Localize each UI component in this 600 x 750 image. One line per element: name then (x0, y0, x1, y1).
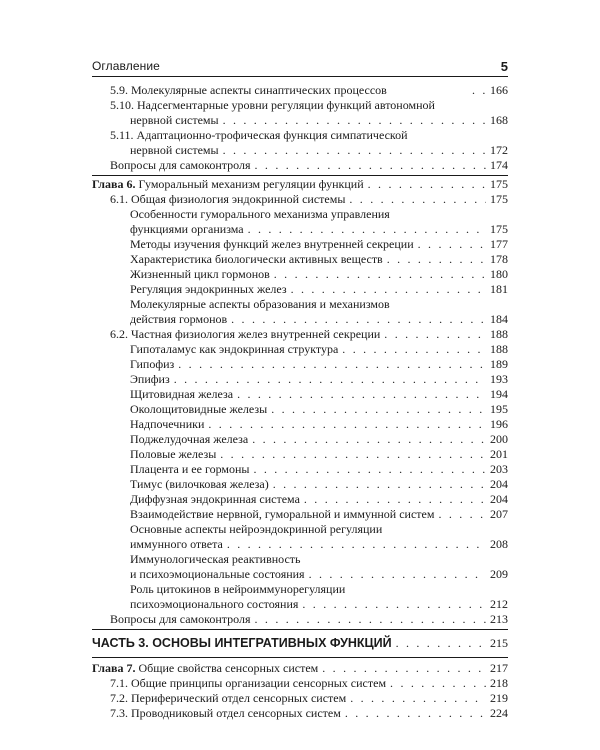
toc-entry-text: Щитовидная железа (130, 387, 234, 401)
toc-entry (92, 567, 508, 582)
toc-entry (92, 143, 508, 158)
toc-entry (92, 477, 508, 492)
toc-entry (92, 113, 508, 128)
chapter-title: Гуморальный механизм регуляции функций (138, 177, 364, 191)
toc-entry-page: 215 (490, 636, 508, 650)
leader-dots (396, 636, 486, 651)
toc-entry-text: Молекулярные аспекты образования и механизмов (130, 297, 390, 311)
toc-entry-text: действия гормонов (130, 312, 228, 326)
toc-entry-page: 184 (490, 312, 508, 326)
toc-entry-text: Гипоталамус как эндокринная структура (130, 342, 339, 356)
toc-entry-text: Жизненный цикл гормонов (130, 267, 270, 281)
toc-entry (92, 447, 508, 462)
leader-dots (418, 237, 486, 252)
leader-dots (220, 447, 486, 462)
toc-entry (92, 492, 508, 507)
leader-dots (384, 327, 486, 342)
toc-entry-page: 172 (490, 143, 508, 157)
toc-entry (92, 312, 508, 327)
toc-entry (92, 462, 508, 477)
toc-entry-text: Вопросы для самоконтроля (110, 612, 251, 626)
toc-entry-text: Надпочечники (130, 417, 205, 431)
toc-part-entry (92, 636, 508, 653)
toc-entry-page: 218 (490, 676, 508, 690)
toc-entry-text: 7.1. Общие принципы организации сенсорных систем (110, 676, 387, 690)
toc-chapter-entry (92, 661, 508, 676)
toc-entry (92, 387, 508, 402)
toc-entry-page: 195 (490, 402, 508, 416)
leader-dots (271, 402, 486, 417)
section-divider (92, 175, 508, 176)
toc-entry-text: Роль цитокинов в нейроиммунорегуляции (130, 582, 346, 596)
running-header (92, 56, 508, 77)
chapter-label: Глава 6. (92, 177, 136, 191)
toc-entry-text: Методы изучения функций желез внутренней секреции (130, 237, 414, 251)
toc-entry (92, 537, 508, 552)
toc-entry-page: 204 (490, 477, 508, 491)
toc-entry (92, 676, 508, 691)
part-title: ЧАСТЬ 3. ОСНОВЫ ИНТЕГРАТИВНЫХ ФУНКЦИЙ (92, 636, 392, 650)
toc-entry (92, 267, 508, 282)
toc-entry-page: 181 (490, 282, 508, 296)
toc-entry (92, 597, 508, 612)
toc-chapter-entry (92, 177, 508, 192)
toc-entry-text: 5.11. Адаптационно-трофическая функция симпатической (110, 128, 408, 142)
toc-entry-text: Регуляция эндокринных желез (130, 282, 287, 296)
toc-entry-page: 204 (490, 492, 508, 506)
leader-dots (304, 492, 486, 507)
leader-dots (390, 676, 486, 691)
toc-entry-page: 217 (490, 661, 508, 675)
toc-entry (92, 297, 508, 312)
toc-entry (92, 237, 508, 252)
leader-dots (237, 387, 486, 402)
leader-dots (345, 706, 486, 721)
leader-dots (349, 192, 486, 207)
toc-entry-text: Плацента и ее гормоны (130, 462, 250, 476)
toc-entry-page: 188 (490, 327, 508, 341)
toc-entry-text: Поджелудочная железа (130, 432, 249, 446)
toc-entry (92, 192, 508, 207)
toc-entry (92, 222, 508, 237)
leader-dots (291, 282, 486, 297)
toc-entry-page: 174 (490, 158, 508, 172)
toc-entry-page: 175 (490, 192, 508, 206)
toc-entry-text: Особенности гуморального механизма управления (130, 207, 390, 221)
toc-entry (92, 282, 508, 297)
toc-entry (92, 327, 508, 342)
toc-entry-page: 200 (490, 432, 508, 446)
toc-entry (92, 691, 508, 706)
leader-dots (248, 222, 486, 237)
leader-dots (255, 158, 486, 173)
toc-entry-text: Иммунологическая реактивность (130, 552, 301, 566)
toc-entry-text (92, 177, 364, 192)
toc-entry-page: 194 (490, 387, 508, 401)
leader-dots (223, 113, 486, 128)
toc-entry-text: 7.3. Проводниковый отдел сенсорных систем (110, 706, 341, 720)
leader-dots (472, 83, 486, 98)
leader-dots (302, 597, 486, 612)
toc-entry (92, 612, 508, 627)
toc-entry-text: Половые железы (130, 447, 217, 461)
leader-dots (387, 252, 486, 267)
section-divider (92, 657, 508, 658)
toc-entry-page: 175 (490, 177, 508, 191)
chapter-title: Общие свойства сенсорных систем (138, 661, 319, 675)
toc-entry (92, 417, 508, 432)
toc-entry-text: Тимус (вилочковая железа) (130, 477, 269, 491)
toc-entry (92, 83, 508, 98)
running-header-title: Оглавление (92, 59, 160, 73)
toc-entry-text: Диффузная эндокринная система (130, 492, 300, 506)
toc-entry-text: Гипофиз (130, 357, 175, 371)
section-divider (92, 629, 508, 630)
leader-dots (252, 432, 486, 447)
toc-entry-text: 7.2. Периферический отдел сенсорных систем (110, 691, 347, 705)
toc-entry-text: Вопросы для самоконтроля (110, 158, 251, 172)
toc-entry (92, 372, 508, 387)
leader-dots (253, 462, 486, 477)
chapter-label: Глава 7. (92, 661, 136, 675)
toc-entry (92, 207, 508, 222)
toc-entry-text: нервной системы (130, 143, 219, 157)
toc-entry (92, 552, 508, 567)
toc-entry-page: 189 (490, 357, 508, 371)
toc-entry-page: 188 (490, 342, 508, 356)
toc-entry-text: 6.2. Частная физиология желез внутренней секреции (110, 327, 381, 341)
leader-dots (438, 507, 486, 522)
leader-dots (368, 177, 486, 192)
toc-entry-text (92, 661, 318, 676)
leader-dots (274, 267, 486, 282)
leader-dots (309, 567, 486, 582)
toc-entry-page: 207 (490, 507, 508, 521)
toc-entry-page: 224 (490, 706, 508, 720)
toc-entry-text: 6.1. Общая физиология эндокринной системы (110, 192, 346, 206)
toc-entry-text: нервной системы (130, 113, 219, 127)
toc-entry-text: психоэмоционального состояния (130, 597, 299, 611)
toc-entry-text: иммунного ответа (130, 537, 223, 551)
toc-entry (92, 98, 508, 113)
toc-entry-text: Околощитовидные железы (130, 402, 268, 416)
toc-entry-text: 5.9. Молекулярные аспекты синаптических процессов (110, 83, 387, 97)
toc-entry (92, 252, 508, 267)
toc-entry-text: Основные аспекты нейроэндокринной регуляции (130, 522, 383, 536)
leader-dots (231, 312, 486, 327)
toc-entry (92, 158, 508, 173)
toc-entry (92, 706, 508, 721)
toc-entry (92, 402, 508, 417)
leader-dots (255, 612, 486, 627)
toc-entry-page: 175 (490, 222, 508, 236)
leader-dots (322, 661, 486, 676)
toc-entry-text: Характеристика биологически активных веществ (130, 252, 383, 266)
leader-dots (174, 372, 486, 387)
leader-dots (223, 143, 486, 158)
leader-dots (342, 342, 486, 357)
leader-dots (350, 691, 486, 706)
toc-entry-page: 166 (490, 83, 508, 97)
toc-entry (92, 357, 508, 372)
leader-dots (227, 537, 486, 552)
toc-entry-text: Взаимодействие нервной, гуморальной и иммунной систем (130, 507, 435, 521)
toc-entry-page: 180 (490, 267, 508, 281)
toc-entry (92, 432, 508, 447)
toc-entry-page: 209 (490, 567, 508, 581)
leader-dots (273, 477, 486, 492)
leader-dots (208, 417, 486, 432)
toc-entry-page: 196 (490, 417, 508, 431)
toc-entry-page: 168 (490, 113, 508, 127)
toc-entry-page: 193 (490, 372, 508, 386)
toc-entry-text: 5.10. Надсегментарные уровни регуляции функций автономной (110, 98, 435, 112)
toc-entry-page: 208 (490, 537, 508, 551)
toc-entry (92, 507, 508, 522)
toc-entry-page: 219 (490, 691, 508, 705)
toc-entry-page: 203 (490, 462, 508, 476)
toc-entry (92, 582, 508, 597)
toc-entry-text: и психоэмоциональные состояния (130, 567, 305, 581)
toc-entry (92, 342, 508, 357)
toc-entry-page: 178 (490, 252, 508, 266)
toc-entry (92, 522, 508, 537)
toc-entry-text: функциями организма (130, 222, 244, 236)
page-number: 5 (500, 59, 508, 74)
toc-entry-page: 201 (490, 447, 508, 461)
toc-entry (92, 128, 508, 143)
toc-entry-page: 213 (490, 612, 508, 626)
toc-entry-text: Эпифиз (130, 372, 170, 386)
toc-entry-page: 212 (490, 597, 508, 611)
toc-entry-page: 177 (490, 237, 508, 251)
leader-dots (178, 357, 486, 372)
